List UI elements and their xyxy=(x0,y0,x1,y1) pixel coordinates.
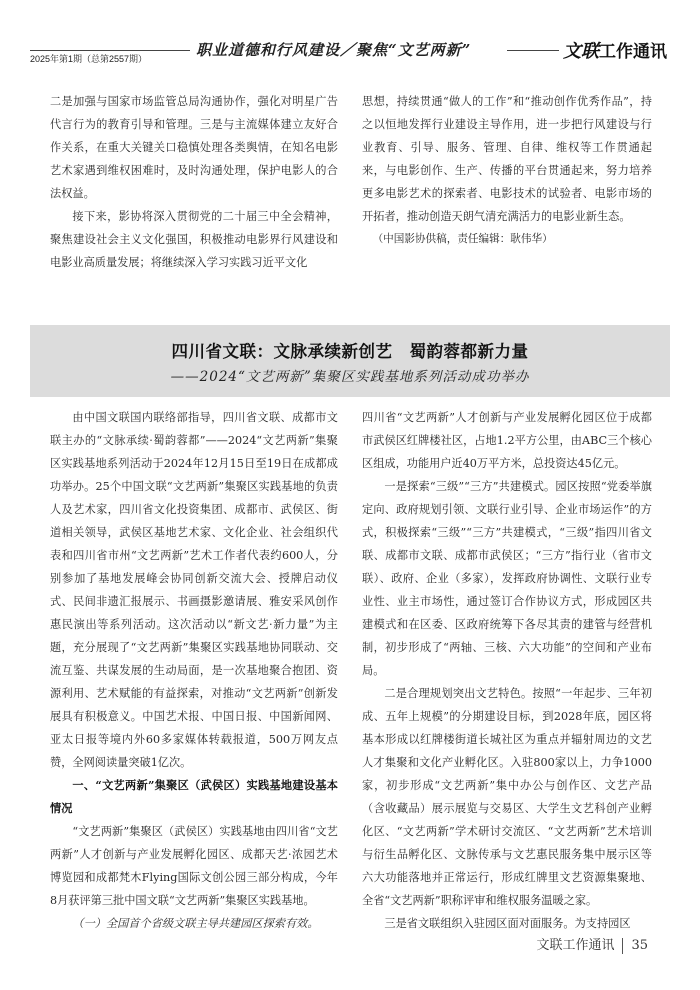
paragraph: 二是合理规划突出文艺特色。按照“一年起步、三年初成、五年上规模”的分期建设目标，到2028年底，园区将基本形成以红牌楼街道长城社区为重点并辐射周边的文艺人才集聚和文化产业孵化区。入驻800家以上，力争1000家，初步形成“文艺两新”集中办公与创作区、文艺产品（含收藏品）展示展览与交易区、大学生文艺科创产业孵化区、“文艺两新”学术研讨交流区、“文艺两新”艺术培训与衍生品孵化区、文脉传承与文艺惠民服务集中展示区等六大功能落地并正常运行，形成红牌里文艺资源集聚地、全省“文艺两新”职称评审和维权服务温暖之家。 xyxy=(362,687,652,907)
header-banner: 职业道德和行风建设／聚焦“文艺两新” xyxy=(196,41,472,59)
publication-brand xyxy=(563,37,667,63)
paragraph: 思想，持续贯通“做人的工作”和“推动创作优秀作品”，持之以恒地发挥行业建设主导作用，进一步把行风建设与行业教育、引导、服务、管理、自律、维权等工作贯通起来，与电影创作、生产、传播的平台贯通起来，努力培养更多电影艺术的探索者、电影技术的试验者、电影市场的开拓者，推动创造天朗气清充满活力的电影业新生态。 xyxy=(362,95,652,223)
page-footer xyxy=(536,934,648,954)
source-credit: （中国影协供稿，责任编辑：耿伟华） xyxy=(372,233,553,245)
header-rule-right xyxy=(507,50,559,51)
subsection-heading: （一）全国首个省级文联主导共建园区探索有效。 xyxy=(72,917,319,930)
page-number: 35 xyxy=(631,938,648,953)
paragraph: “文艺两新”集聚区（武侯区）实践基地由四川省“文艺两新”人才创新与产业发展孵化园区、成都天艺·浓园艺术博览园和成都梵木Flying国际文创公园三部分构成，今年8月获评第三批中国文联“文艺两新”集聚区实践基地。 xyxy=(50,825,338,907)
paragraph: 二是加强与国家市场监管总局沟通协作，强化对明星广告代言行为的教育引导和管理。三是与主流媒体建立友好合作关系，在重大关键关口稳慎处理各类舆情，在知名电影艺术家遇到维权困难时，及时沟通处理，保护电影人的合法权益。 xyxy=(50,95,338,200)
paragraph: 接下来，影协将深入贯彻党的二十届三中全会精神，聚焦建设社会主义文化强国，积极推动电影界行风建设和电影业高质量发展；将继续深入学习实践习近平文化 xyxy=(50,210,338,269)
footer-publication-name: 文联工作通讯 xyxy=(536,938,615,953)
top-left-column xyxy=(50,90,338,274)
article-right-column xyxy=(362,406,652,935)
issue-number: 2025年第1期（总第2557期） xyxy=(30,54,148,64)
footer-divider xyxy=(622,938,623,954)
top-right-column xyxy=(362,90,652,251)
paragraph: 由中国文联国内联络部指导，四川省文联、成都市文联主办的“文脉承续·蜀韵蓉都”——2024“文艺两新”集聚区实践基地系列活动于2024年12月15日至19日在成都成功举办。25个中国文联“文艺两新”集聚区实践基地的负责人及艺术家，四川省文化投资集团、成都市、武侯区、街道相关领导，武侯区基地艺术家、文化企业、社会组织代表和四川省市州“文艺两新”艺术工作者代表约600人，分别参加了基地发展峰会协同创新交流大会、授牌启动仪式、民间非遗汇报展示、书画摄影邀请展、雅安采风创作惠民演出等系列活动。这次活动以“新文艺·新力量”为主题，充分展现了“文艺两新”集聚区实践基地协同联动、交流互鉴、共谋发展的生动局面，是一次基地聚合抱团、资源利用、艺术赋能的有益探索，对推动“文艺两新”创新发展具有积极意义。中国艺术报、中国日报、中国新闻网、亚太日报等境内外60多家媒体转载报道，500万网友点赞，全网阅读量突破1亿次。 xyxy=(50,411,338,769)
article-left-column xyxy=(50,406,338,935)
paragraph: 一是探索“三级”“三方”共建模式。园区按照“党委举旗定向、政府规划引领、文联行业引导、企业市场运作”的方式，积极探索“三级”“三方”共建模式，“三级”指四川省文联、成都市文联、成都市武侯区；“三方”指行业（省市文联）、政府、企业（多家），发挥政府协调性、文联行业专业性、业主市场性，通过签订合作协议方式，形成园区共建模式和在区委、区政府统筹下各尽其责的建管与经营机制，初步形成了“两轴、三核、六大功能”的空间和产业布局。 xyxy=(362,480,652,677)
article-title: 四川省文联：文脉承续新创艺 蜀韵蓉都新力量 xyxy=(171,342,529,361)
paragraph: 三是省文联组织入驻园区面对面服务。为支持园区 xyxy=(384,917,631,930)
brand-logo-text: 文联 xyxy=(563,41,599,62)
brand-name: 工作通讯 xyxy=(599,42,667,62)
paragraph: 四川省“文艺两新”人才创新与产业发展孵化园区位于成都市武侯区红牌楼社区，占地1.2平方公里，由ABC三个核心区组成，功能用户近40万平方米，总投资达45亿元。 xyxy=(362,411,652,470)
article-subtitle: ——2024“文艺两新”集聚区实践基地系列活动成功举办 xyxy=(170,369,530,385)
article-title-box xyxy=(30,325,670,397)
section-heading: 一、“文艺两新”集聚区（武侯区）实践基地建设基本情况 xyxy=(50,778,338,815)
header-rule-left xyxy=(30,50,190,51)
